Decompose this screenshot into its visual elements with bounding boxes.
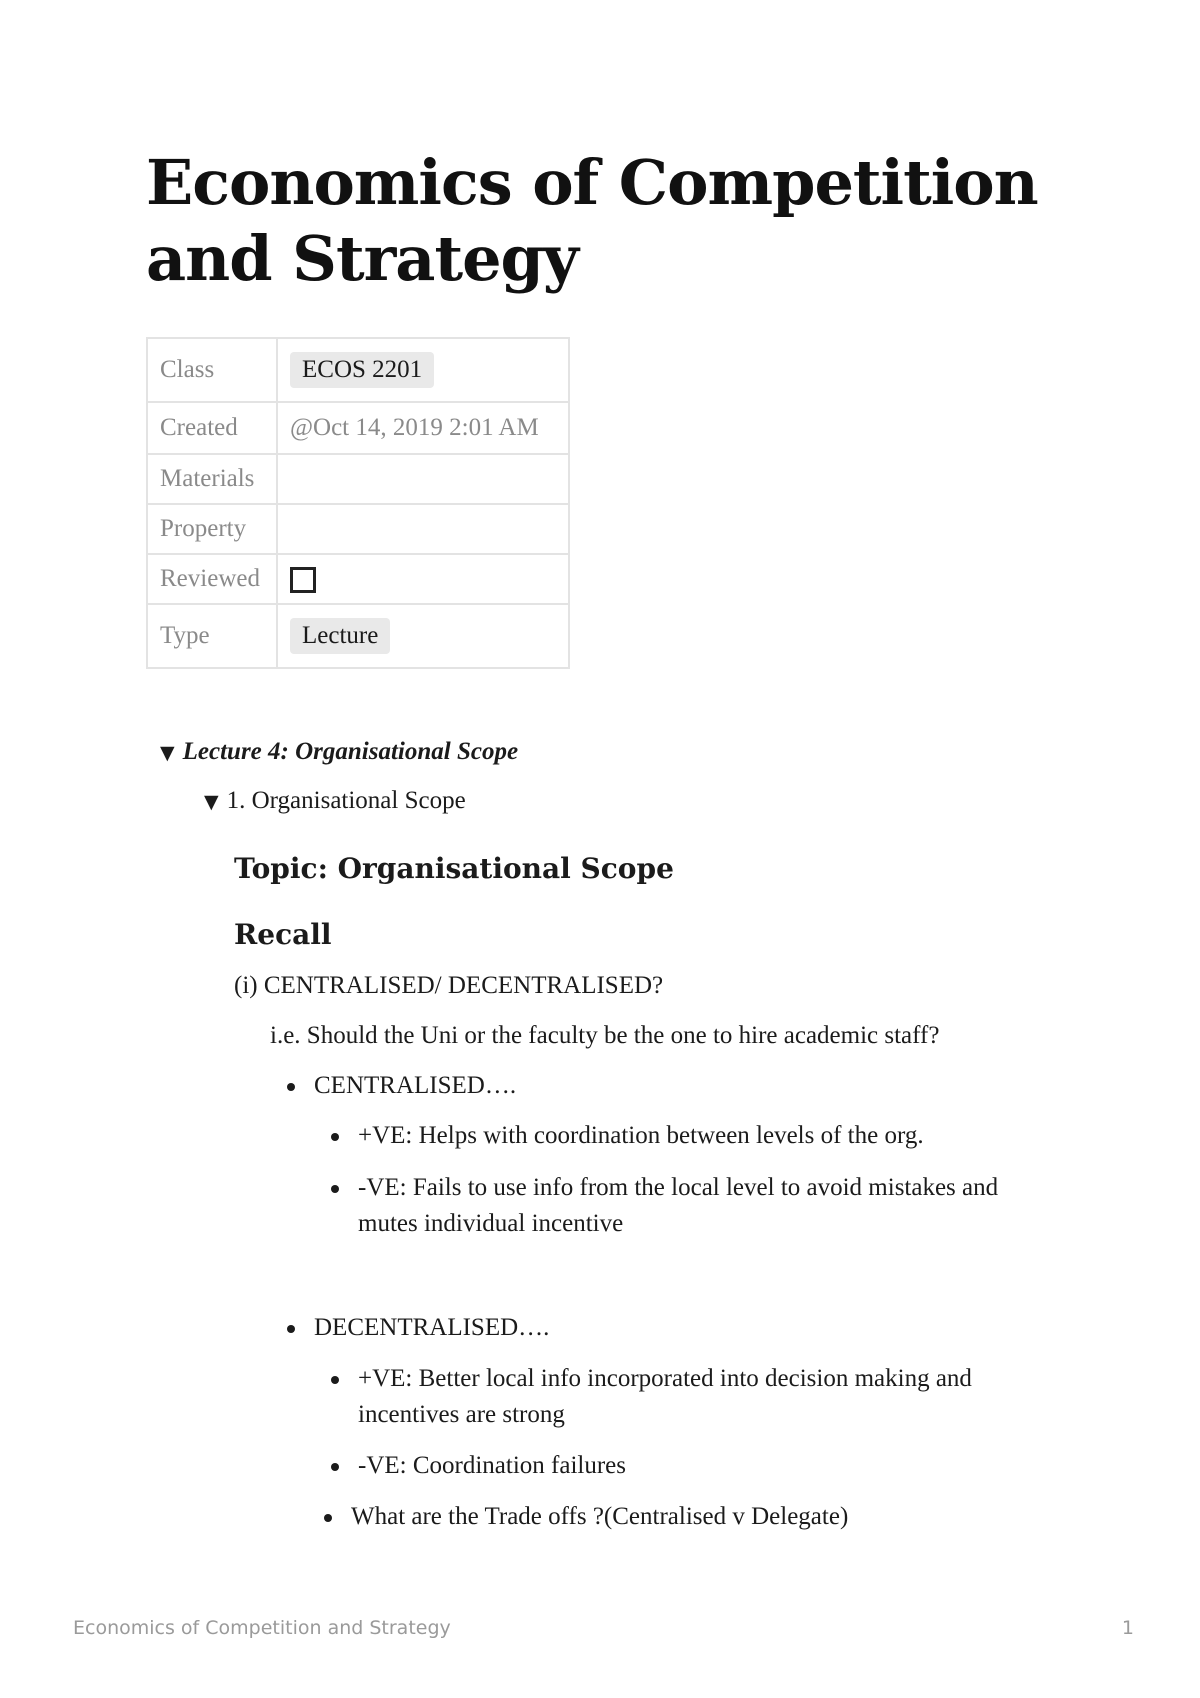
property-row-materials <box>147 454 569 504</box>
reviewed-value <box>277 554 569 604</box>
property-row-created <box>147 402 569 454</box>
bullet-icon <box>324 1514 332 1522</box>
list-item-text: What are the Trade offs ?(Centralised v Delegate) <box>351 1503 849 1530</box>
list-item-decentralised <box>314 1310 1034 1346</box>
list-item-text: -VE: Fails to use info from the local level to avoid mistakes and mutes individual incentive <box>358 1174 999 1237</box>
property-row-class <box>147 338 569 402</box>
section-toggle[interactable] <box>204 787 466 815</box>
list-item-text: DECENTRALISED…. <box>314 1314 550 1341</box>
property-key: Type <box>147 604 277 668</box>
created-date[interactable]: @Oct 14, 2019 2:01 AM <box>277 402 569 454</box>
class-tag[interactable]: ECOS 2201 <box>290 352 434 388</box>
list-item-text: +VE: Better local info incorporated into decision making and incentives are strong <box>358 1365 972 1428</box>
list-item-text: CENTRALISED…. <box>314 1072 517 1099</box>
bullet-icon <box>331 1463 339 1471</box>
property-row-type <box>147 604 569 668</box>
property-key: Property <box>147 504 277 554</box>
list-item-text: -VE: Coordination failures <box>358 1452 626 1479</box>
page-title: Economics of Competition and Strategy <box>146 146 1038 295</box>
properties-table <box>146 337 570 669</box>
property-value <box>277 338 569 402</box>
list-item <box>358 1361 1058 1433</box>
lecture-toggle-label: Lecture 4: Organisational Scope <box>182 738 519 765</box>
bullet-icon <box>287 1083 295 1091</box>
materials-value[interactable] <box>277 454 569 504</box>
bullet-icon <box>331 1133 339 1141</box>
bullet-icon <box>287 1325 295 1333</box>
list-item <box>358 1448 1058 1484</box>
property-key: Class <box>147 338 277 402</box>
property-key: Created <box>147 402 277 454</box>
list-item-text: +VE: Helps with coordination between levels of the org. <box>358 1122 924 1149</box>
triangle-down-icon[interactable]: ▼ <box>160 742 175 764</box>
property-row-reviewed <box>147 554 569 604</box>
triangle-down-icon[interactable]: ▼ <box>204 791 219 813</box>
type-tag[interactable]: Lecture <box>290 618 390 654</box>
property-key: Materials <box>147 454 277 504</box>
property-value[interactable] <box>277 504 569 554</box>
type-value <box>277 604 569 668</box>
list-item-centralised <box>314 1068 1034 1104</box>
property-key: Reviewed <box>147 554 277 604</box>
list-item-tradeoffs <box>351 1499 1071 1535</box>
bullet-icon <box>331 1185 339 1193</box>
list-item <box>358 1118 1058 1154</box>
page-number: 1 <box>1121 1617 1134 1639</box>
reviewed-checkbox[interactable] <box>290 567 316 593</box>
list-item <box>358 1170 1058 1242</box>
example-text: i.e. Should the Uni or the faculty be the one to hire academic staff? <box>270 1022 940 1049</box>
bullet-icon <box>331 1376 339 1384</box>
recall-heading: Recall <box>234 918 332 951</box>
property-row-property <box>147 504 569 554</box>
footer-title: Economics of Competition and Strategy <box>73 1617 451 1639</box>
question-text: (i) CENTRALISED/ DECENTRALISED? <box>234 972 664 999</box>
section-toggle-label: 1. Organisational Scope <box>226 787 466 814</box>
lecture-toggle[interactable] <box>160 738 518 766</box>
topic-heading: Topic: Organisational Scope <box>234 852 674 885</box>
